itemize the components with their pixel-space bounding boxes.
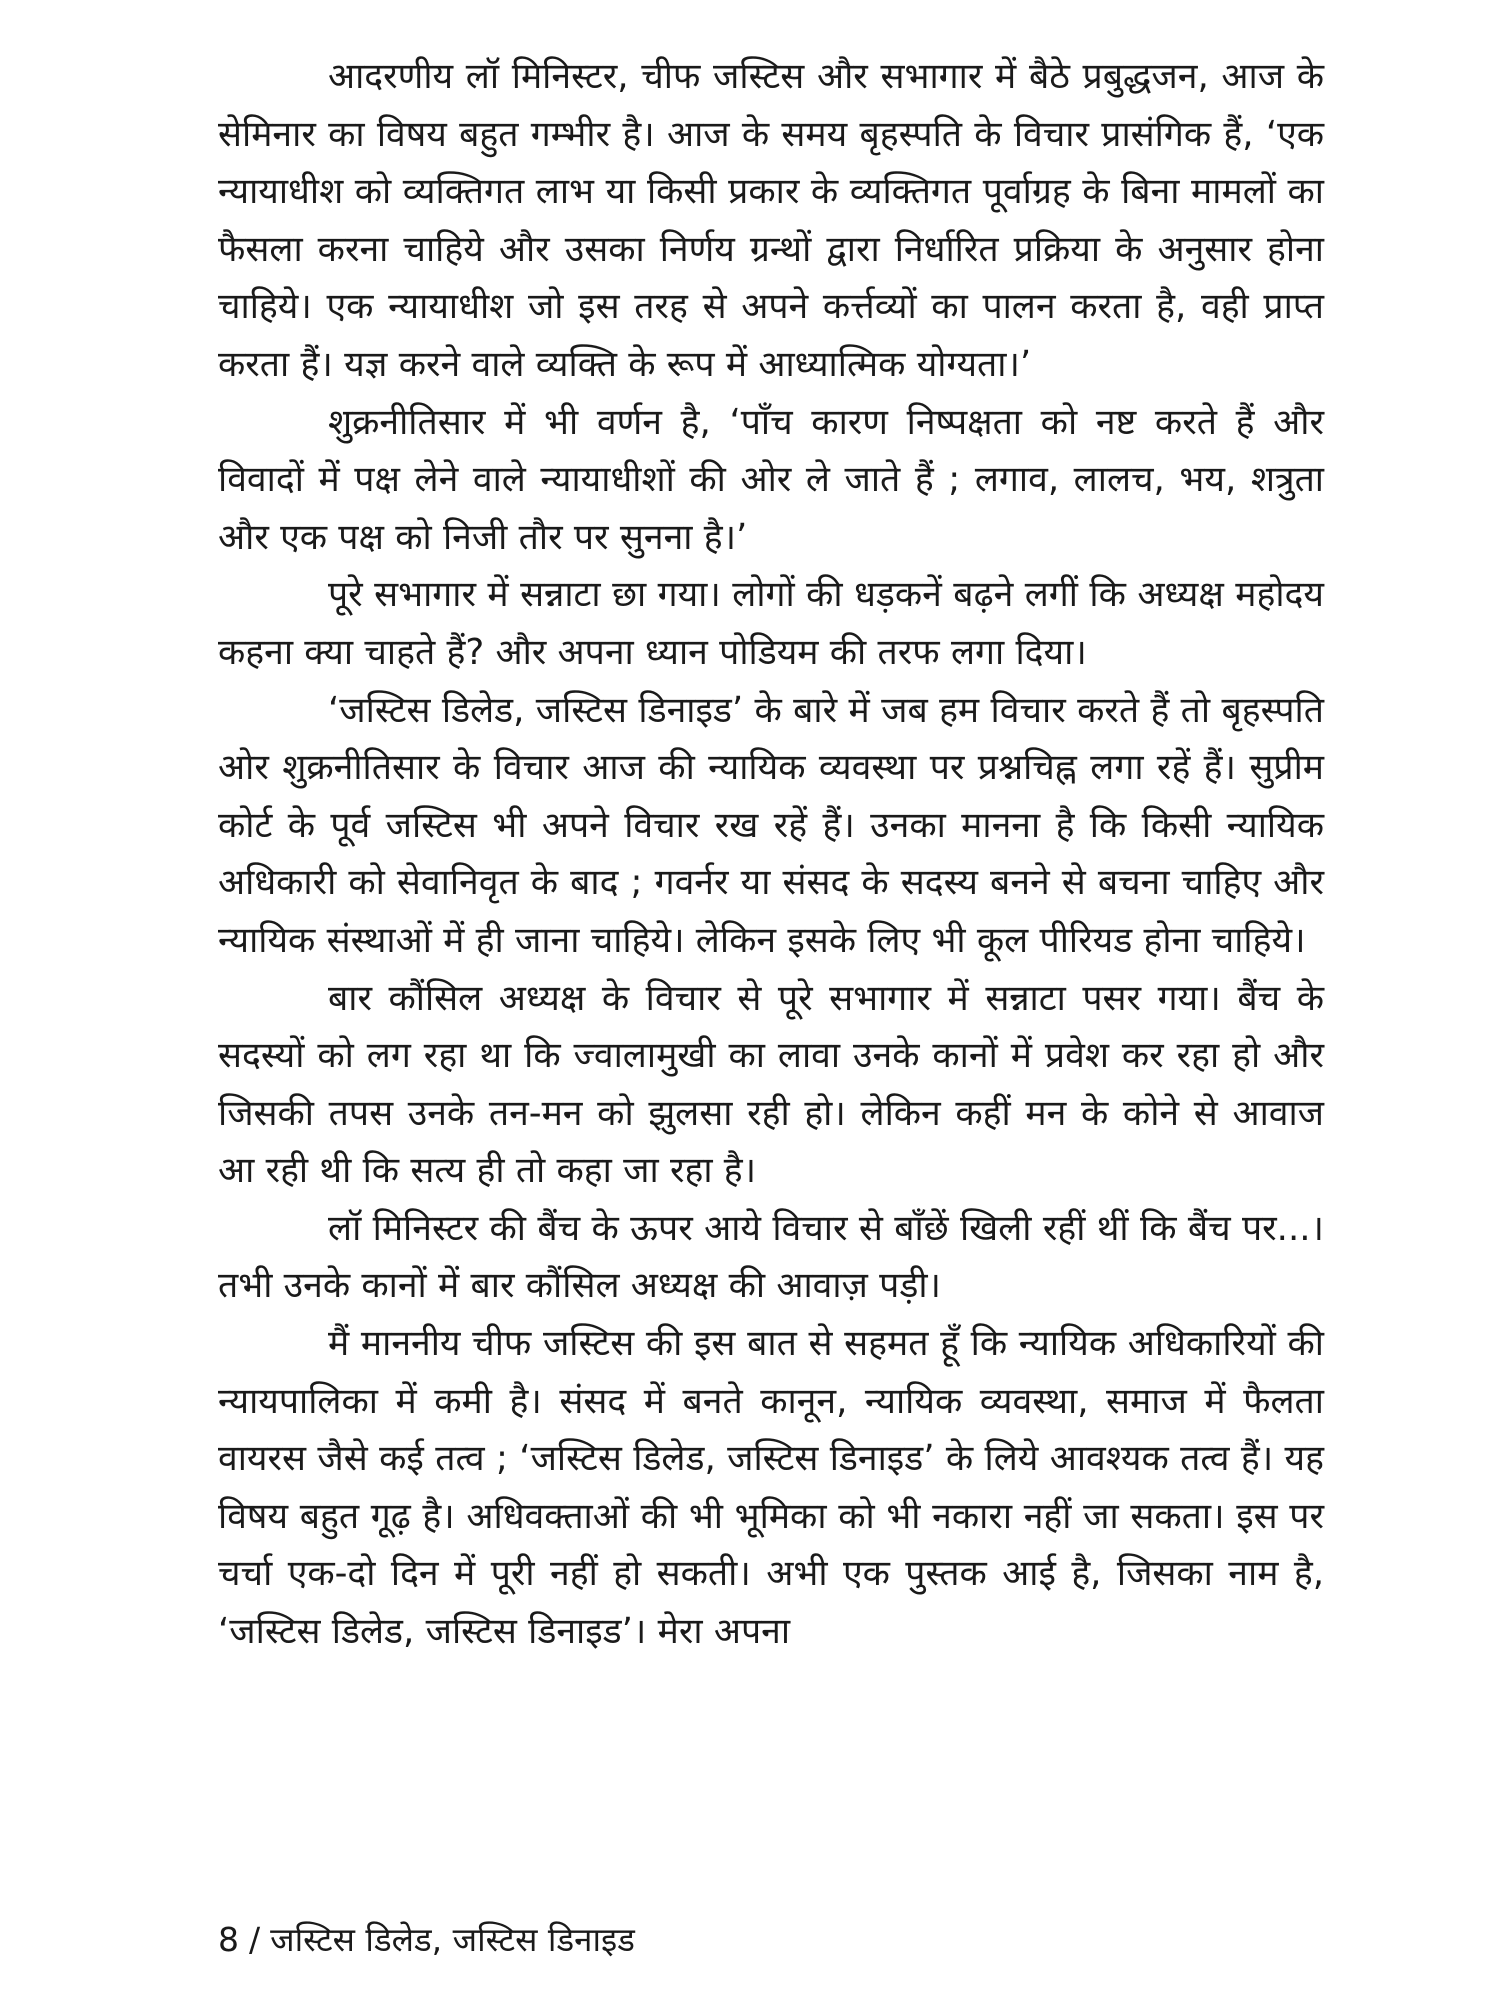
body-text — [218, 48, 1324, 1661]
paragraph-1: आदरणीय लॉ मिनिस्टर, चीफ जस्टिस और सभागार में बैठे प्रबुद्धजन, आज के सेमिनार का विषय बहुत गम्भीर है। आज के समय बृहस्पति के विचार प्रासंगिक हैं, ‘एक न्यायाधीश को व्यक्तिगत लाभ या किसी प्रकार के व्यक्तिगत पूर्वाग्रह के बिना मामलों का फैसला करना चाहिये और उसका निर्णय ग्रन्थों द्वारा निर्धारित प्रक्रिया के अनुसार होना चाहिये। एक न्यायाधीश जो इस तरह से अपने कर्त्तव्यों का पालन करता है, वही प्राप्त करता हैं। यज्ञ करने वाले व्यक्ति के रूप में आध्यात्मिक योग्यता।’ — [218, 56, 1324, 385]
running-title: जस्टिस डिलेड, जस्टिस डिनाइड — [270, 1920, 635, 1959]
paragraph-4: ‘जस्टिस डिलेड, जस्टिस डिनाइड’ के बारे में जब हम विचार करते हैं तो बृहस्पति ओर शुक्रनीतिसार के विचार आज की न्यायिक व्यवस्था पर प्रश्नचिह्न लगा रहें हैं। सुप्रीम कोर्ट के पूर्व जस्टिस भी अपने विचार रख रहें हैं। उनका मानना है कि किसी न्यायिक अधिकारी को सेवानिवृत के बाद ; गवर्नर या संसद के सदस्य बनने से बचना चाहिए और न्यायिक संस्थाओं में ही जाना चाहिये। लेकिन इसके लिए भी कूल पीरियड होना चाहिये। — [218, 689, 1325, 961]
footer-separator: / — [249, 1920, 261, 1959]
paragraph-2: शुक्रनीतिसार में भी वर्णन है, ‘पाँच कारण निष्पक्षता को नष्ट करते हैं और विवादों में पक्ष लेने वाले न्यायाधीशों की ओर ले जाते हैं ; लगाव, लालच, भय, शत्रुता और एक पक्ष को निजी तौर पर सुनना है।’ — [218, 401, 1324, 558]
page-footer — [218, 1920, 635, 1960]
page-number: 8 — [218, 1920, 239, 1959]
paragraph-6: लॉ मिनिस्टर की बैंच के ऊपर आये विचार से बाँछें खिली रहीं थीं कि बैंच पर...। तभी उनके कानों में बार कौंसिल अध्यक्ष की आवाज़ पड़ी। — [218, 1207, 1324, 1307]
paragraph-3: पूरे सभागार में सन्नाटा छा गया। लोगों की धड़कनें बढ़ने लगीं कि अध्यक्ष महोदय कहना क्या चाहते हैं? और अपना ध्यान पोडियम की तरफ लगा दिया। — [218, 574, 1324, 673]
paragraph-5: बार कौंसिल अध्यक्ष के विचार से पूरे सभागार में सन्नाटा पसर गया। बैंच के सदस्यों को लग रहा था कि ज्वालामुखी का लावा उनके कानों में प्रवेश कर रहा हो और जिसकी तपस उनके तन-मन को झुलसा रही हो। लेकिन कहीं मन के कोने से आवाज आ रही थी कि सत्य ही तो कहा जा रहा है। — [218, 977, 1324, 1192]
paragraph-7: मैं माननीय चीफ जस्टिस की इस बात से सहमत हूँ कि न्यायिक अधिकारियों की न्यायपालिका में कमी है। संसद में बनते कानून, न्यायिक व्यवस्था, समाज में फैलता वायरस जैसे कई तत्व ; ‘जस्टिस डिलेड, जस्टिस डिनाइड’ के लिये आवश्यक तत्व हैं। यह विषय बहुत गूढ़ है। अधिवक्ताओं की भी भूमिका को भी नकारा नहीं जा सकता। इस पर चर्चा एक-दो दिन में पूरी नहीं हो सकती। अभी एक पुस्तक आई है, जिसका नाम है, ‘जस्टिस डिलेड, जस्टिस डिनाइड’। मेरा अपना — [218, 1323, 1324, 1653]
